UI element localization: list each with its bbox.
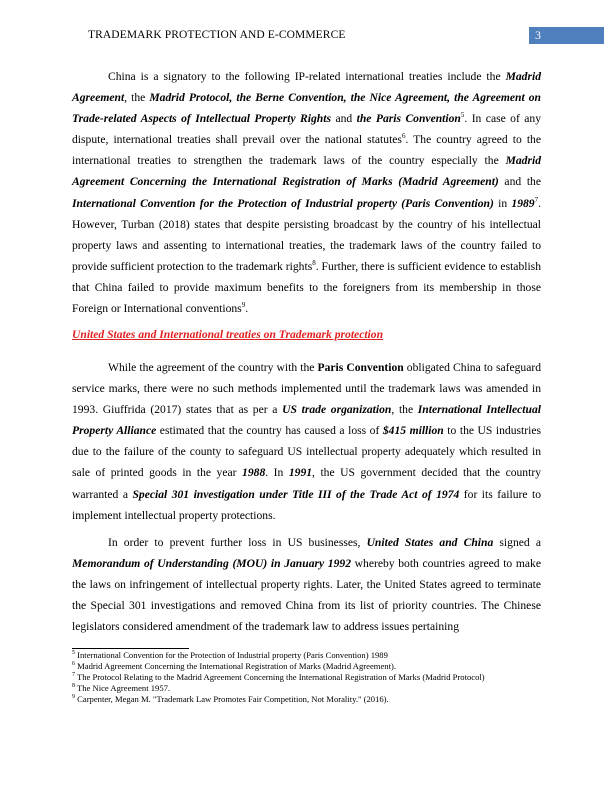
emphasis-text: the Paris Convention xyxy=(356,112,461,126)
paragraph-us-losses: While the agreement of the country with the Paris Convention obligated China to safeguard service marks, there were no such methods implemented until the trademark laws was amended in 1993. Giuffrida (2017) states that as per a US trade organization, the International Intellectual Property Alliance estimated that the country has caused a loss of $415 million to the US industries due to the failure of the county to safeguard US intellectual property adequately which resulted in sale of printed goods in the year 1988. In 1991, the US government decided that the country warranted a Special 301 investigation under Title III of the Trade Act of 1974 for its failure to implement intellectual property protections. xyxy=(72,361,542,522)
footnote-ref: 5 xyxy=(460,111,465,120)
emphasis-text: US trade organization xyxy=(282,403,392,417)
emphasis-text: United States and China xyxy=(366,536,494,549)
emphasis-text: International Intellectual Property Alliance xyxy=(72,403,541,438)
emphasis-text: 1988 xyxy=(242,466,266,480)
footnote-ref: 8 xyxy=(312,258,316,267)
footnotes xyxy=(72,650,541,705)
footnote-separator xyxy=(72,648,189,649)
section-heading: United States and International treaties on Trademark protection xyxy=(72,328,384,341)
emphasis-text: Madrid Protocol, the Berne Convention, the Nice Agreement, the Agreement on Trade-related Aspects of Intellectual Property Rights xyxy=(72,91,541,126)
emphasis-text: International Convention for the Protection of Industrial property (Paris Convention) xyxy=(72,196,494,210)
paragraph-mou: In order to prevent further loss in US businesses, United States and China signed a Memorandum of Understanding (MOU) in January 1992 whereby both countries agreed to make the laws on infringement of intellectual property rights. Later, the United States agreed to terminate the Special 301 investigations and removed China from its list of priority countries. The Chinese legislators considered amendment of the trademark law to address issues pertaining xyxy=(72,536,541,634)
footnote-item: $^9$ Carpenter, Megan M. "Trademark Law Promotes Fair Competition, Not Morality." (2016). xyxy=(72,693,389,704)
footnote-ref: 9 xyxy=(241,301,246,310)
page-number-box xyxy=(529,27,604,44)
emphasis-text: $415 million xyxy=(382,424,444,438)
emphasis-text: 1989 xyxy=(511,196,535,210)
emphasis-text: 1991 xyxy=(288,466,313,480)
footnote-item: $^5$ International Convention for the Protection of Industrial property (Paris Convention) 1989 xyxy=(72,650,388,660)
page-number: 3 xyxy=(535,28,541,42)
running-header: TRADEMARK PROTECTION AND E-COMMERCE xyxy=(88,29,346,41)
footnote-ref: 6 xyxy=(401,132,406,141)
footnote-item: $^7$ The Protocol Relating to the Madrid Agreement Concerning the International Registration of Marks (Madrid Protocol) xyxy=(72,671,485,682)
footnote-ref: 7 xyxy=(534,195,539,204)
footnote-item: $^6$ Madrid Agreement Concerning the International Registration of Marks (Madrid Agreement). xyxy=(72,660,396,671)
emphasis-text: Memorandum of Understanding (MOU) in January 1992 xyxy=(72,557,351,571)
emphasis-text: Special 301 investigation under Title III of the Trade Act of 1974 xyxy=(132,487,460,501)
footnote-item: $^8$ The Nice Agreement 1957. xyxy=(72,682,171,693)
paragraph-china-treaties: China is a signatory to the following IP-related international treaties include the Madrid Agreement, the Madrid Protocol, the Berne Convention, the Nice Agreement, the Agreement on Trade-related Aspects of Intellectual Property Rights and the Paris Convention$^5$. In case of any dispute, international treaties shall prevail over the national statutes$^6$. The country agreed to the international treaties to strengthen the trademark laws of the country especially the Madrid Agreement Concerning the International Registration of Marks (Madrid Agreement) and the International Convention for the Protection of Industrial property (Paris Convention) in 1989$^7$. However, Turban (2018) states that despite persisting broadcast by the country of his intellectual property laws and assenting to international treaties, the trademark laws of the country failed to provide sufficient protection to the trademark rights$^8$. Further, there is sufficient evidence to establish that China failed to provide maximum benefits to the foreigners from its membership in those Foreign or International conventions$^9$. xyxy=(72,70,542,316)
emphasis-text: Madrid Agreement Concerning the International Registration of Marks (Madrid Agreement) xyxy=(72,154,541,189)
emphasis-text: Paris Convention xyxy=(317,361,404,374)
emphasis-text: Madrid Agreement xyxy=(72,70,541,105)
